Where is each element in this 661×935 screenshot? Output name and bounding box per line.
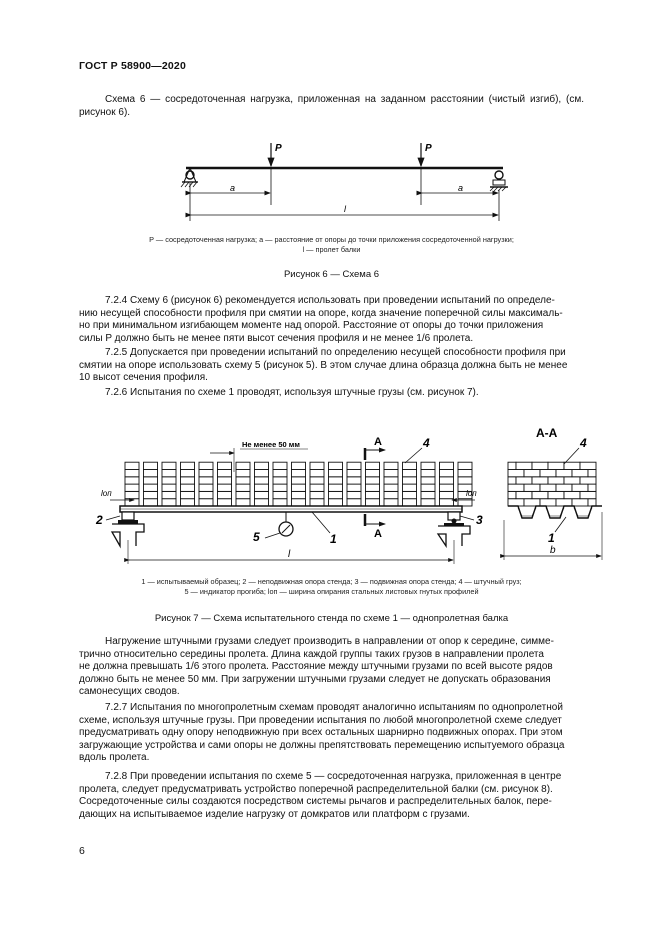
figure-6-legend-2: l — пролет балки bbox=[302, 245, 361, 254]
unit-load-brick bbox=[347, 499, 361, 506]
unit-load-brick bbox=[366, 491, 380, 498]
figure-6-legend-1: P — сосредоточенная нагрузка; a — расстояние от опоры до точки приложения сосредоточенной нагрузки; bbox=[149, 235, 514, 244]
section-brick bbox=[524, 484, 540, 491]
section-brick bbox=[540, 470, 556, 477]
paragraph-7-2-4: 7.2.4 Схему 6 (рисунок 6) рекомендуется использовать при проведении испытаний по определе- нию несущей способности профиля при смятии на опоре, когда значение поперечной силы максималь- но при минимальном изгибающем моменте над опорой. Расстояние от опоры до точки приложения силы P должно быть не менее пяти высот сечения профиля и не менее 1/6 пролета. bbox=[79, 295, 563, 344]
paragraph-7-2-7: 7.2.7 Испытания по многопролетным схемам проводят аналогично испытаниям по однопролетной схеме, используя штучные грузы. При проведении испытания по любой многопролетной схеме следует предусматривать одну опору неподвижную при всех остальных шарнирно подвижных опорах. При этом загружающие устройства и сами опоры не должны препятствовать перемещению испытуемого образца вдоль пролета. bbox=[79, 702, 565, 764]
svg-text:1: 1 bbox=[548, 531, 555, 545]
document-code: ГОСТ Р 58900—2020 bbox=[79, 60, 187, 72]
section-brick bbox=[508, 491, 516, 498]
svg-text:5: 5 bbox=[253, 530, 260, 544]
section-title: A-A bbox=[536, 426, 558, 440]
unit-load-brick bbox=[255, 470, 269, 477]
unit-load-brick bbox=[181, 477, 195, 484]
intro-paragraph: Схема 6 — сосредоточенная нагрузка, приложенная на заданном расстоянии (чистый изгиб), (см. рисунок 6). bbox=[79, 94, 584, 118]
unit-load-brick bbox=[366, 470, 380, 477]
section-brick bbox=[580, 491, 596, 498]
unit-load-brick bbox=[181, 470, 195, 477]
section-brick bbox=[524, 499, 540, 506]
unit-load-brick bbox=[366, 499, 380, 506]
unit-load-brick bbox=[310, 462, 324, 469]
section-brick bbox=[548, 462, 564, 469]
unit-load-brick bbox=[310, 470, 324, 477]
section-brick bbox=[532, 491, 548, 498]
section-brick bbox=[540, 499, 556, 506]
unit-load-brick bbox=[347, 462, 361, 469]
unit-load-brick bbox=[329, 491, 343, 498]
unit-load-brick bbox=[403, 462, 417, 469]
unit-load-brick bbox=[347, 491, 361, 498]
unit-load-brick bbox=[292, 484, 306, 491]
unit-load-brick bbox=[329, 477, 343, 484]
figure-7-diagram bbox=[90, 420, 610, 568]
section-brick bbox=[516, 477, 532, 484]
unit-load-brick bbox=[292, 491, 306, 498]
unit-load-brick bbox=[458, 470, 472, 477]
unit-load-brick bbox=[218, 477, 232, 484]
svg-text:l: l bbox=[288, 549, 291, 560]
unit-load-brick bbox=[199, 491, 213, 498]
unit-load-brick bbox=[236, 499, 250, 506]
unit-load-brick bbox=[199, 477, 213, 484]
section-brick bbox=[548, 491, 564, 498]
unit-load-brick bbox=[218, 499, 232, 506]
section-brick bbox=[508, 484, 524, 491]
unit-load-brick bbox=[144, 470, 158, 477]
dim-label-a-left: a bbox=[230, 183, 236, 193]
svg-text:lоп: lоп bbox=[101, 489, 112, 498]
section-brick bbox=[516, 491, 532, 498]
section-brick bbox=[564, 491, 580, 498]
unit-load-brick bbox=[366, 462, 380, 469]
unit-load-brick bbox=[421, 484, 435, 491]
unit-load-brick bbox=[347, 484, 361, 491]
unit-load-brick bbox=[255, 491, 269, 498]
svg-text:1: 1 bbox=[330, 532, 337, 546]
unit-load-brick bbox=[236, 470, 250, 477]
unit-load-brick bbox=[218, 470, 232, 477]
unit-load-brick bbox=[458, 462, 472, 469]
min-spacing-note: Не менее 50 мм bbox=[242, 440, 300, 449]
unit-load-brick bbox=[421, 491, 435, 498]
unit-load-brick bbox=[162, 470, 176, 477]
unit-load-brick bbox=[125, 462, 139, 469]
figure-7-title: Рисунок 7 — Схема испытательного стенда по схеме 1 — однопролетная балка bbox=[154, 613, 509, 624]
section-brick bbox=[508, 462, 516, 469]
unit-load-brick bbox=[366, 477, 380, 484]
unit-load-brick bbox=[366, 484, 380, 491]
section-brick bbox=[588, 484, 596, 491]
unit-load-brick bbox=[199, 462, 213, 469]
svg-text:A: A bbox=[374, 436, 382, 448]
unit-load-brick bbox=[384, 491, 398, 498]
section-brick bbox=[556, 499, 572, 506]
unit-load-brick bbox=[384, 477, 398, 484]
paragraph-7-2-5: 7.2.5 Допускается при проведении испытаний по определению несущей способности профиля при смятии на опоре использовать схему 5 (рисунок 5). В этом случае длина образца должна быть не менее 10 высот сечения профиля. bbox=[79, 347, 568, 384]
unit-loads-stack bbox=[125, 462, 472, 506]
unit-load-brick bbox=[329, 484, 343, 491]
section-brick bbox=[508, 470, 524, 477]
unit-load-brick bbox=[310, 477, 324, 484]
unit-load-brick bbox=[255, 484, 269, 491]
figure-6-diagram bbox=[150, 135, 550, 230]
unit-load-brick bbox=[347, 477, 361, 484]
unit-load-brick bbox=[218, 462, 232, 469]
section-brick bbox=[564, 477, 580, 484]
unit-load-brick bbox=[199, 499, 213, 506]
unit-load-brick bbox=[440, 491, 454, 498]
section-brick bbox=[556, 470, 572, 477]
unit-load-brick bbox=[440, 470, 454, 477]
unit-load-brick bbox=[255, 462, 269, 469]
unit-load-brick bbox=[458, 477, 472, 484]
unit-load-brick bbox=[125, 470, 139, 477]
fixed-support-left bbox=[181, 168, 198, 187]
section-brick bbox=[572, 470, 588, 477]
section-brick bbox=[516, 462, 532, 469]
unit-load-brick bbox=[273, 470, 287, 477]
unit-load-brick bbox=[292, 470, 306, 477]
unit-load-brick bbox=[384, 499, 398, 506]
unit-load-brick bbox=[236, 462, 250, 469]
section-brick bbox=[588, 499, 596, 506]
figure-6-title: Рисунок 6 — Схема 6 bbox=[283, 269, 380, 280]
dim-label-l: l bbox=[344, 204, 346, 214]
unit-load-brick bbox=[421, 499, 435, 506]
unit-load-brick bbox=[310, 499, 324, 506]
load-label-right: P bbox=[425, 143, 432, 154]
unit-load-brick bbox=[403, 470, 417, 477]
page-number: 6 bbox=[79, 845, 85, 857]
unit-load-brick bbox=[255, 477, 269, 484]
unit-load-brick bbox=[181, 484, 195, 491]
section-brick bbox=[564, 462, 580, 469]
svg-text:2: 2 bbox=[96, 513, 103, 527]
unit-load-brick bbox=[440, 477, 454, 484]
section-brick bbox=[508, 477, 516, 484]
svg-text:A: A bbox=[374, 528, 382, 540]
section-brick bbox=[556, 484, 572, 491]
unit-load-brick bbox=[125, 477, 139, 484]
unit-load-brick bbox=[162, 477, 176, 484]
unit-load-brick bbox=[218, 484, 232, 491]
paragraph-7-2-6: 7.2.6 Испытания по схеме 1 проводят, используя штучные грузы (см. рисунок 7). bbox=[105, 387, 479, 398]
section-brick bbox=[588, 470, 596, 477]
unit-load-brick bbox=[421, 470, 435, 477]
section-brick bbox=[580, 462, 596, 469]
unit-load-brick bbox=[199, 484, 213, 491]
section-brick bbox=[532, 477, 548, 484]
unit-load-brick bbox=[162, 491, 176, 498]
unit-load-brick bbox=[292, 499, 306, 506]
unit-load-brick bbox=[236, 477, 250, 484]
unit-load-brick bbox=[255, 499, 269, 506]
unit-load-brick bbox=[310, 484, 324, 491]
unit-load-brick bbox=[144, 477, 158, 484]
unit-load-brick bbox=[125, 491, 139, 498]
unit-load-brick bbox=[181, 499, 195, 506]
unit-load-brick bbox=[440, 499, 454, 506]
unit-load-brick bbox=[384, 484, 398, 491]
unit-load-brick bbox=[162, 499, 176, 506]
unit-load-brick bbox=[440, 484, 454, 491]
unit-load-brick bbox=[218, 491, 232, 498]
paragraph-loading: Нагружение штучными грузами следует производить в направлении от опор к середине, симме- трично относительно середины пролета. Длина каждой группы таких грузов в направлении пролета не должна превышать 1/6 этого пролета. Расстояние между штучными грузами по всей высоте рядов должно быть не менее 50 мм. При загружении штучными грузами следует не допускать образования самонесущих сводов. bbox=[79, 636, 554, 698]
unit-load-brick bbox=[125, 484, 139, 491]
roller-support-right bbox=[490, 171, 508, 191]
load-label-left: P bbox=[275, 143, 282, 154]
unit-load-brick bbox=[403, 491, 417, 498]
unit-load-brick bbox=[162, 484, 176, 491]
figure-7-legend-2: 5 — индикатор прогиба; lоп — ширина опирания стальных листовых гнутых профилей bbox=[184, 587, 479, 596]
svg-text:lоп: lоп bbox=[466, 489, 477, 498]
unit-load-brick bbox=[310, 491, 324, 498]
unit-load-brick bbox=[144, 491, 158, 498]
unit-load-brick bbox=[329, 462, 343, 469]
section-brick bbox=[548, 477, 564, 484]
unit-load-brick bbox=[236, 491, 250, 498]
svg-text:3: 3 bbox=[476, 513, 483, 527]
unit-load-brick bbox=[199, 470, 213, 477]
unit-load-brick bbox=[421, 462, 435, 469]
svg-text:4: 4 bbox=[423, 436, 430, 450]
section-brick bbox=[532, 462, 548, 469]
unit-load-brick bbox=[181, 462, 195, 469]
unit-load-brick bbox=[329, 499, 343, 506]
section-brick bbox=[540, 484, 556, 491]
unit-load-brick bbox=[403, 484, 417, 491]
unit-load-brick bbox=[273, 499, 287, 506]
unit-load-brick bbox=[144, 499, 158, 506]
figure-7-legend-1: 1 — испытываемый образец; 2 — неподвижная опора стенда; 3 — подвижная опора стенда; 4 — штучный груз; bbox=[141, 577, 522, 586]
section-brick bbox=[572, 499, 588, 506]
section-brick bbox=[508, 499, 524, 506]
unit-load-brick bbox=[403, 499, 417, 506]
unit-load-brick bbox=[236, 484, 250, 491]
unit-load-brick bbox=[440, 462, 454, 469]
unit-load-brick bbox=[144, 484, 158, 491]
unit-load-brick bbox=[384, 462, 398, 469]
svg-text:b: b bbox=[550, 545, 556, 556]
unit-load-brick bbox=[384, 470, 398, 477]
unit-load-brick bbox=[181, 491, 195, 498]
unit-load-brick bbox=[403, 477, 417, 484]
section-brick bbox=[572, 484, 588, 491]
unit-load-brick bbox=[273, 477, 287, 484]
paragraph-7-2-8: 7.2.8 При проведении испытания по схеме 5 — сосредоточенная нагрузка, приложенная в центре пролета, следует предусматривать устройство поперечной распределительной балки (см. рисунок 8). Сосредоточенные силы создаются посредством системы рычагов и распределительных балок, пере- дающих на испытываемое изделие нагрузку от домкратов или платформ с грузами. bbox=[79, 771, 562, 820]
unit-load-brick bbox=[421, 477, 435, 484]
unit-load-brick bbox=[144, 462, 158, 469]
unit-load-brick bbox=[292, 477, 306, 484]
section-unit-loads bbox=[508, 462, 596, 506]
unit-load-brick bbox=[273, 484, 287, 491]
section-brick bbox=[524, 470, 540, 477]
unit-load-brick bbox=[162, 462, 176, 469]
section-brick bbox=[580, 477, 596, 484]
unit-load-brick bbox=[273, 462, 287, 469]
unit-load-brick bbox=[329, 470, 343, 477]
unit-load-brick bbox=[292, 462, 306, 469]
unit-load-brick bbox=[273, 491, 287, 498]
dim-label-a-right: a bbox=[458, 183, 464, 193]
svg-text:4: 4 bbox=[580, 436, 587, 450]
unit-load-brick bbox=[347, 470, 361, 477]
